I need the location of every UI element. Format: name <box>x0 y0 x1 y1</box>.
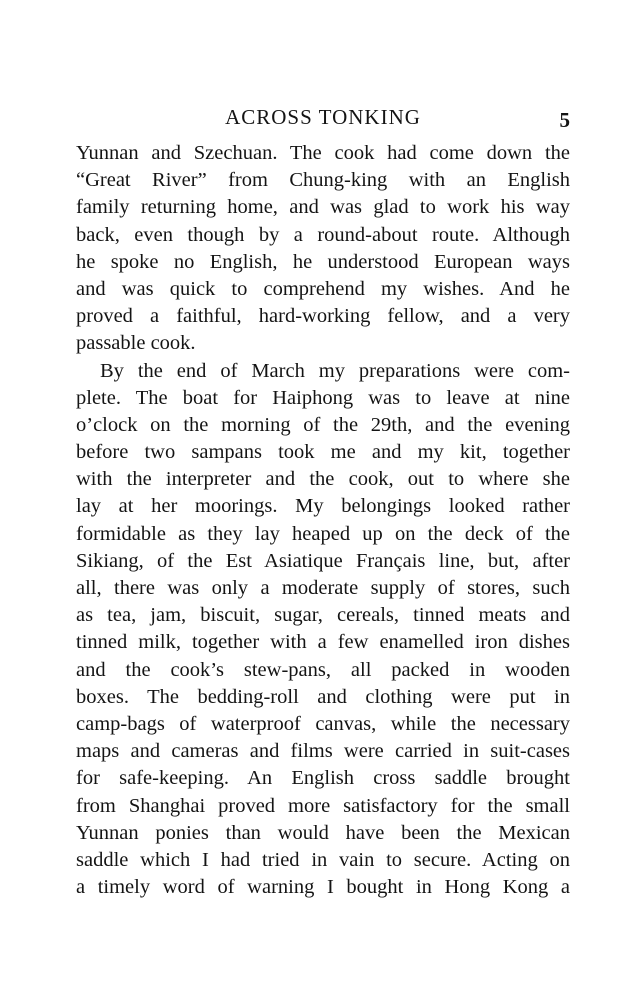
text-line: camp-bags of waterproof canvas, while the necessary <box>76 712 570 735</box>
text-line: family returning home, and was glad to work his way <box>76 196 570 219</box>
text-line: with the interpreter and the cook, out to where she <box>76 468 570 491</box>
text-line: formidable as they lay heaped up on the deck of the <box>76 522 570 545</box>
text-line: boxes. The bedding-roll and clothing were put in <box>76 685 570 708</box>
text-line: tinned milk, together with a few enamelled iron dishes <box>76 631 570 654</box>
paragraph-end-line: passable cook. <box>76 332 196 355</box>
text-line: Sikiang, of the Est Asiatique Français line, but, after <box>76 549 570 572</box>
body-text <box>76 140 570 901</box>
text-line: plete. The boat for Haiphong was to leave at nine <box>76 386 570 409</box>
running-title: ACROSS TONKING <box>225 105 421 129</box>
text-line: he spoke no English, he understood European ways <box>76 250 570 273</box>
text-line: “Great River” from Chung-king with an English <box>76 169 570 192</box>
text-line: saddle which I had tried in vain to secure. Acting on <box>76 848 570 871</box>
text-line: lay at her moorings. My belongings looked rather <box>76 495 570 518</box>
text-line: from Shanghai proved more satisfactory for the small <box>76 794 570 817</box>
text-line: and the cook’s stew-pans, all packed in wooden <box>76 658 570 681</box>
page-number: 5 <box>559 108 570 132</box>
text-line: o’clock on the morning of the 29th, and the evening <box>76 413 570 436</box>
page-header <box>76 102 570 132</box>
text-line: Yunnan and Szechuan. The cook had come down the <box>76 142 570 164</box>
text-line: a timely word of warning I bought in Hong Kong a <box>76 876 570 899</box>
text-line: proved a faithful, hard-working fellow, and a very <box>76 305 570 328</box>
text-line: for safe-keeping. An English cross saddle brought <box>76 767 570 790</box>
text-line: before two sampans took me and my kit, together <box>76 441 570 464</box>
text-line: as tea, jam, biscuit, sugar, cereals, tinned meats and <box>76 604 570 627</box>
text-line: back, even though by a round-about route. Although <box>76 223 570 246</box>
text-line: all, there was only a moderate supply of stores, such <box>76 577 570 599</box>
text-line: and was quick to comprehend my wishes. And he <box>76 277 570 300</box>
text-line: Yunnan ponies than would have been the Mexican <box>76 821 570 844</box>
paragraph-start-line: By the end of March my preparations were com- <box>100 359 570 382</box>
text-line: maps and cameras and films were carried in suit-cases <box>76 740 570 763</box>
